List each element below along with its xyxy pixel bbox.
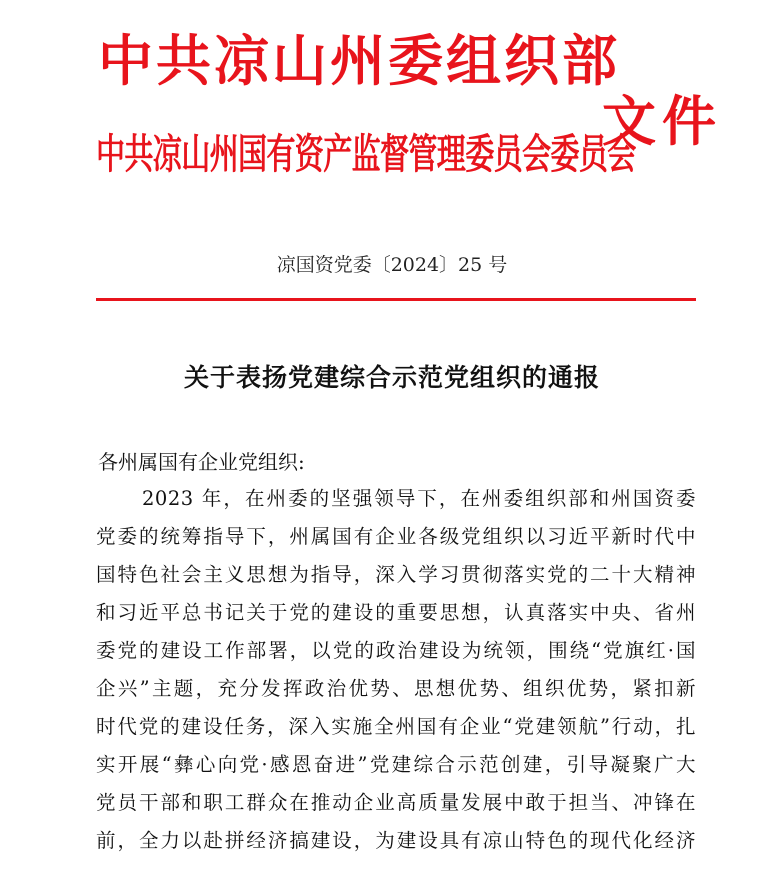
salutation: 各州属国有企业党组织: <box>98 450 305 474</box>
issuer-line-2: 中共凉山州国有资产监督管理委员会委员会 <box>96 130 636 178</box>
red-separator-rule <box>96 298 696 301</box>
body-line: 时代党的建设任务，深入实施全州国有企业“党建领航”行动，扎 <box>96 715 696 738</box>
body-line: 和习近平总书记关于党的建设的重要思想，认真落实中央、省州 <box>96 601 696 624</box>
body-line: 企兴”主题，充分发挥政治优势、思想优势、组织优势，紧扣新 <box>96 677 696 700</box>
document-type-suffix: 文件 <box>602 89 722 153</box>
document-title: 关于表扬党建综合示范党组织的通报 <box>183 363 600 392</box>
body-line: 国特色社会主义思想为指导，深入学习贯彻落实党的二十大精神 <box>96 563 696 586</box>
body-line: 委党的建设工作部署，以党的政治建设为统领，围绕“党旗红·国 <box>96 639 696 662</box>
body-line: 前，全力以赴拼经济搞建设，为建设具有凉山特色的现代化经济 <box>96 829 696 852</box>
document-number: 凉国资党委〔2024〕25 号 <box>276 254 508 276</box>
body-line: 2023 年，在州委的坚强领导下，在州委组织部和州国资委 <box>142 487 696 510</box>
issuer-line-1: 中共凉山州委组织部 <box>98 28 621 93</box>
body-paragraph <box>96 480 696 860</box>
body-line: 实开展“彝心向党·感恩奋进”党建综合示范创建，引导凝聚广大 <box>96 753 696 776</box>
body-line: 党委的统筹指导下，州属国有企业各级党组织以习近平新时代中 <box>96 525 696 548</box>
body-line: 党员干部和职工群众在推动企业高质量发展中敢于担当、冲锋在 <box>96 791 696 814</box>
